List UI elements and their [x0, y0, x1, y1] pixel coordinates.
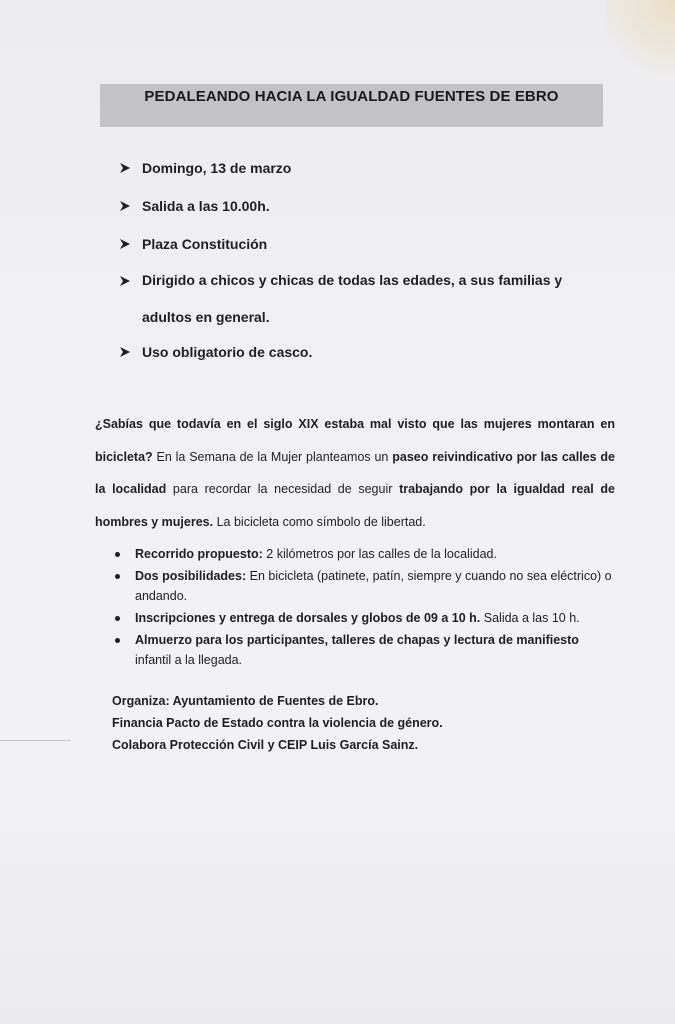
details-item-route — [112, 544, 612, 564]
intro-text: En la Semana de la Mujer planteamos un — [152, 449, 393, 464]
details-item-text: En bicicleta (patinete, patín, siempre y cuando no sea eléctrico) o andando. — [135, 569, 612, 603]
details-item-options — [112, 566, 612, 606]
intro-text: La bicicleta como símbolo de libertad. — [213, 514, 426, 529]
credit-financia: Financia Pacto de Estado contra la violencia de género. — [112, 716, 443, 730]
credits-block — [112, 690, 612, 756]
title-banner — [100, 84, 603, 127]
page-title: PEDALEANDO HACIA LA IGUALDAD FUENTES DE EBRO — [144, 88, 559, 105]
details-item-lunch — [112, 630, 612, 670]
summary-item-text: Domingo, 13 de marzo — [142, 160, 292, 176]
details-item-label: Recorrido propuesto: — [135, 547, 263, 561]
details-item-label: Dos posibilidades: — [135, 569, 247, 583]
details-item-text: infantil a la llegada. — [135, 653, 243, 667]
details-list — [112, 544, 612, 672]
arrow-bullet-icon — [118, 274, 132, 288]
paper-corner-shadow — [605, 0, 675, 90]
credit-organiza: Organiza: Ayuntamiento de Fuentes de Ebro. — [112, 694, 379, 708]
summary-item-date — [118, 160, 291, 176]
summary-item-helmet — [118, 344, 312, 360]
summary-item-time — [118, 198, 270, 214]
arrow-bullet-icon — [118, 199, 132, 213]
arrow-bullet-icon — [118, 345, 132, 359]
bullet-dot-icon — [115, 638, 120, 643]
paper-fold-line — [0, 740, 70, 741]
summary-item-audience — [118, 273, 612, 336]
details-item-text: 2 kilómetros por las calles de la localidad. — [262, 547, 497, 561]
intro-text: para recordar la necesidad de seguir — [166, 482, 400, 496]
summary-item-text: Salida a las 10.00h. — [142, 198, 270, 214]
summary-item-text: Plaza Constitución — [142, 236, 268, 252]
arrow-bullet-icon — [118, 161, 132, 175]
summary-item-place — [118, 236, 267, 252]
details-item-label: Almuerzo para los participantes, talleres de chapas y lectura de manifiesto — [135, 633, 579, 647]
intro-paragraph — [95, 408, 615, 538]
intro-question: ¿Sabías que todavía en el siglo XIX estaba mal visto que las mujeres montaran en bicicleta? — [95, 417, 615, 464]
intro-emphasis: paseo reivindicativo por las calles de la localidad — [95, 449, 615, 496]
details-item-registration — [112, 608, 612, 628]
details-item-label: Inscripciones y entrega de dorsales y globos de 09 a 10 h. — [135, 611, 481, 625]
details-item-text: Salida a las 10 h. — [480, 611, 580, 625]
arrow-bullet-icon — [118, 237, 132, 251]
bullet-dot-icon — [115, 616, 120, 621]
credit-colabora: Colabora Protección Civil y CEIP Luis García Sainz. — [112, 738, 419, 752]
bullet-dot-icon — [115, 552, 120, 557]
summary-item-text: Dirigido a chicos y chicas de todas las edades, a sus familias y adultos en general. — [142, 272, 563, 325]
summary-item-text: Uso obligatorio de casco. — [142, 344, 313, 360]
intro-emphasis: trabajando por la igualdad real de hombres y mujeres. — [95, 482, 615, 529]
bullet-dot-icon — [115, 574, 120, 579]
